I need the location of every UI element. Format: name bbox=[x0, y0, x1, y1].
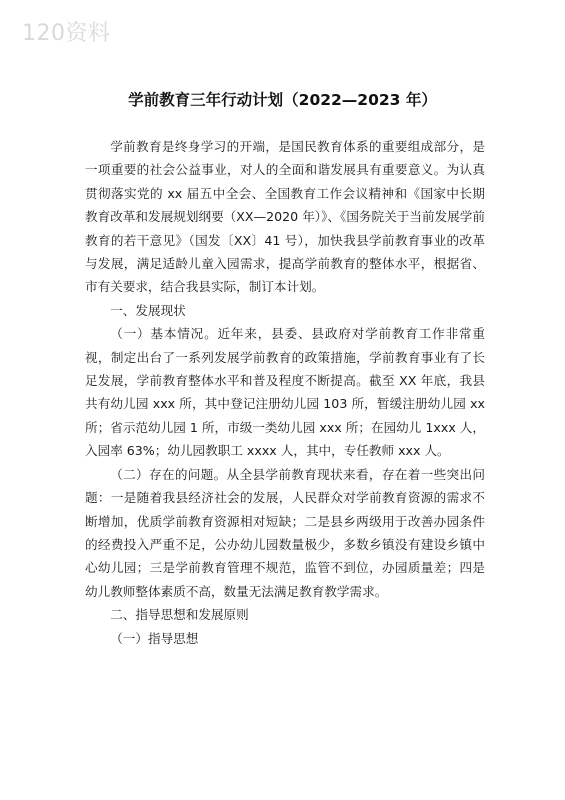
paragraph-intro: 学前教育是终身学习的开端，是国民教育体系的重要组成部分，是一项重要的社会公益事业，对人的全面和谐发展具有重要意义。为认真贯彻落实党的 xx 届五中全会、全国教育工作会议精神和《国家中长期教育改革和发展规划纲要（XX—2020 年）》、《国务院关于当前发展学前教育的若干意见》（国发〔XX〕41 号），加快我县学前教育事业的改革与发展，满足适龄儿童入园需求，提高学前教育的整体水平，根据省、市有关要求，结合我县实际，制订本计划。 bbox=[85, 139, 485, 295]
document-body bbox=[85, 135, 485, 650]
document-title: 学前教育三年行动计划（2022—2023 年） bbox=[128, 91, 437, 109]
subsection-heading-guiding-thought: （一）指导思想 bbox=[110, 630, 199, 646]
watermark-logo: 120资料 bbox=[22, 21, 111, 46]
paragraph-basic-situation: （一）基本情况。近年来，县委、县政府对学前教育工作非常重视，制定出台了一系列发展学前教育的政策措施，学前教育事业有了长足发展，学前教育整体水平和普及程度不断提高。截至 XX 年底，我县共有幼儿园 xxx 所，其中登记注册幼儿园 103 所，暂缓注册幼儿园 xx 所；省示范幼儿园 1 所，市级一类幼儿园 xxx 所；在园幼儿 1xxx 人，入园率 63%；幼儿园教职工 xxxx 人，其中，专任教师 xxx 人。 bbox=[85, 326, 485, 459]
paragraph-existing-problems: （二）存在的问题。从全县学前教育现状来看，存在着一些突出问题：一是随着我县经济社会的发展，人民群众对学前教育资源的需求不断增加，优质学前教育资源相对短缺；二是县乡两级用于改善办园条件的经费投入严重不足，公办幼儿园数量极少，多数乡镇没有建设乡镇中心幼儿园；三是学前教育管理不规范，监管不到位，办园质量差；四是幼儿教师整体素质不高，数量无法满足教育教学需求。 bbox=[85, 466, 485, 599]
section-heading-1: 一、发展现状 bbox=[110, 302, 186, 318]
section-heading-2: 二、指导思想和发展原则 bbox=[110, 607, 249, 623]
